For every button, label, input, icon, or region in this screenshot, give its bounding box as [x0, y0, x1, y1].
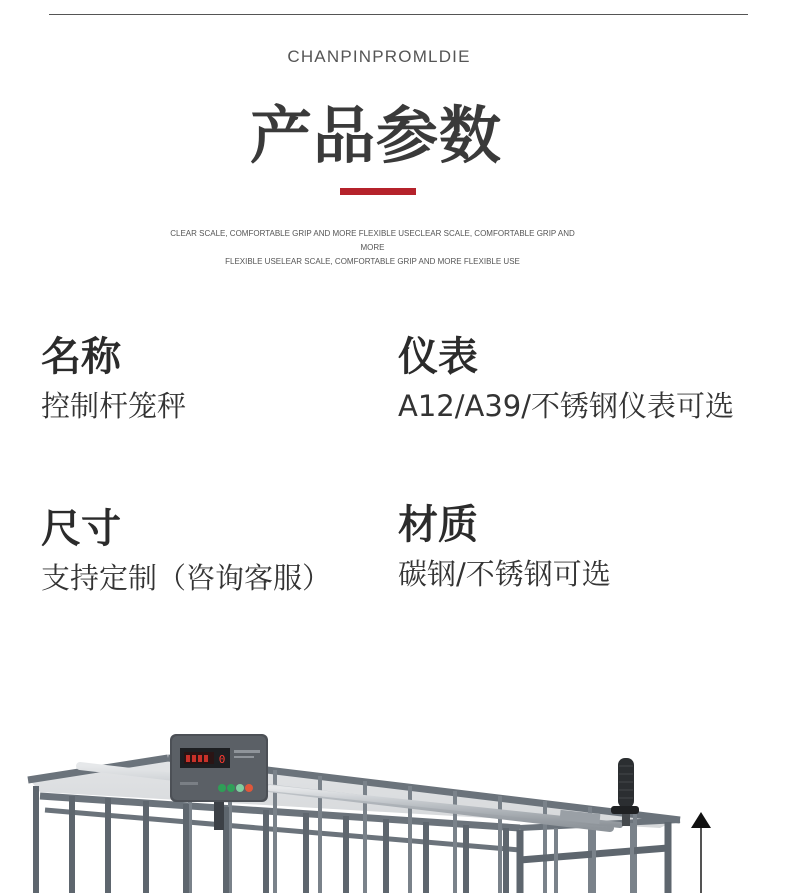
spec-size-value: 支持定制（咨询客服） — [41, 561, 332, 595]
spec-name-label: 名称 — [41, 334, 121, 380]
english-title: CHANPINPROMLDIE — [287, 47, 471, 66]
title-accent-bar — [340, 188, 416, 195]
top-divider — [49, 14, 748, 15]
indicator-display — [184, 752, 225, 766]
subtitle-line-2: FLEXIBLE USELEAR SCALE, COMFORTABLE GRIP AND MORE FLEXIBLE USE — [225, 257, 520, 266]
svg-text:0: 0 — [218, 753, 226, 766]
spec-size-label: 尺寸 — [41, 506, 121, 552]
page-title: 产品参数 — [249, 99, 502, 172]
spec-meter-value: A12/A39/不锈钢仪表可选 — [398, 389, 735, 423]
subtitle-line-1: CLEAR SCALE, COMFORTABLE GRIP AND MORE FLEXIBLE USECLEAR SCALE, COMFORTABLE GRIP AND MORE — [170, 229, 575, 252]
spec-material-value: 碳钢/不锈钢可选 — [398, 557, 611, 591]
cage-scale-photo — [0, 700, 790, 893]
spec-name-value: 控制杆笼秤 — [41, 389, 187, 423]
spec-meter-label: 仪表 — [398, 334, 478, 380]
spec-material-label: 材质 — [398, 502, 478, 548]
height-arrow-icon — [691, 812, 711, 893]
subtitle — [160, 227, 585, 269]
